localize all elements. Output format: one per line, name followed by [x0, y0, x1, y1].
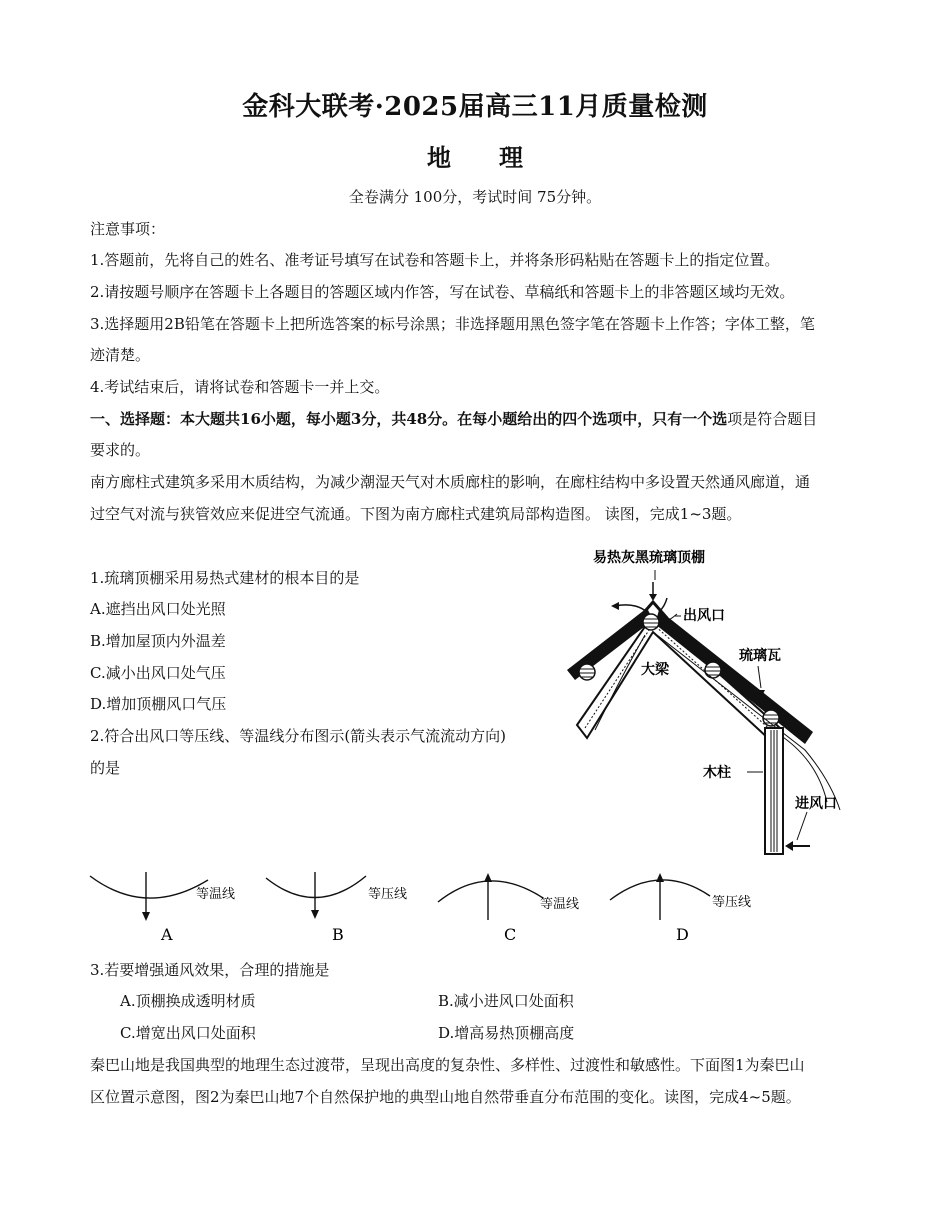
section-heading-rest: 项是符合题目 — [727, 410, 818, 428]
label-inlet: 进风口 — [795, 796, 837, 812]
q3-option-a: A.顶棚换成透明材质 — [120, 992, 256, 1010]
option-a-diagram — [90, 872, 235, 944]
q3-option-c: C.增宽出风口处面积 — [120, 1024, 256, 1042]
notice-heading: 注意事项： — [90, 220, 166, 238]
notice-item: 3.选择题用2B铅笔在答题卡上把所选答案的标号涂黑；非选择题用黑色签字笔在答题卡上作答；字体工整，笔 — [90, 315, 815, 333]
q1-option-c: C.减小出风口处气压 — [90, 664, 226, 682]
option-b-diagram — [266, 872, 407, 944]
q1-option-a: A.遮挡出风口处光照 — [90, 600, 226, 618]
passage2-line: 秦巴山地是我国典型的地理生态过渡带，呈现出高度的复杂性、多样性、过渡性和敏感性。下面图1为秦巴山 — [90, 1056, 805, 1074]
option-d-label: 等压线 — [712, 895, 752, 910]
notice-item: 1.答题前，先将自己的姓名、准考证号填写在试卷和答题卡上，并将条形码粘贴在答题卡上的指定位置。 — [90, 251, 780, 269]
inlet-arrow — [785, 841, 810, 851]
q1-option-b: B.增加屋顶内外温差 — [90, 632, 226, 650]
label-beam: 大梁 — [641, 662, 669, 678]
q1-stem: 1.琉璃顶棚采用易热式建材的根本目的是 — [90, 569, 360, 587]
q3-option-d: D.增高易热顶棚高度 — [438, 1024, 575, 1042]
section-heading-bold: 一、选择题：本大题共16小题，每小题3分，共48分。在每小题给出的四个选项中，只有一个选 — [90, 410, 728, 428]
exam-title: 金科大联考·2025届高三11月质量检测 — [242, 92, 708, 122]
option-d-letter: D — [676, 925, 689, 944]
q2-stem: 2.符合出风口等压线、等温线分布图示(箭头表示气流流动方向) — [90, 727, 507, 745]
q2-stem-line2: 的是 — [90, 759, 121, 777]
notice-item: 4.考试结束后，请将试卷和答题卡一并上交。 — [90, 378, 390, 396]
wooden-column — [765, 728, 783, 854]
building-structure-figure — [555, 540, 885, 862]
label-tile: 琉璃瓦 — [739, 648, 781, 664]
option-c-label: 等温线 — [540, 897, 580, 912]
label-canopy: 易热灰黑琉璃顶棚 — [593, 550, 705, 566]
option-c-diagram — [438, 873, 579, 944]
notice-item: 迹清楚。 — [90, 346, 151, 364]
label-outlet: 出风口 — [683, 608, 725, 624]
q3-stem: 3.若要增强通风效果，合理的措施是 — [90, 961, 330, 979]
passage2-line: 区位置示意图，图2为秦巴山地7个自然保护地的典型山地自然带垂直分布范围的变化。读图，完成4~5题。 — [90, 1088, 801, 1106]
option-d-diagram — [610, 873, 751, 944]
option-c-letter: C — [504, 925, 517, 944]
exam-subject: 地理 — [427, 143, 571, 172]
q1-option-d: D.增加顶棚风口气压 — [90, 695, 227, 713]
label-column: 木柱 — [703, 765, 731, 781]
option-a-letter: A — [161, 925, 173, 944]
section-heading-line2: 要求的。 — [90, 441, 151, 459]
passage1-line: 过空气对流与狭管效应来促进空气流通。下图为南方廊柱式建筑局部构造图。 读图，完成1~3题。 — [90, 505, 742, 523]
q3-option-b: B.减小进风口处面积 — [438, 992, 574, 1010]
curve-options-figure — [88, 866, 778, 948]
option-b-label: 等压线 — [368, 887, 408, 902]
notice-item: 2.请按题号顺序在答题卡上各题目的答题区域内作答，写在试卷、草稿纸和答题卡上的非答题区域均无效。 — [90, 283, 795, 301]
passage1-line: 南方廊柱式建筑多采用木质结构，为减少潮湿天气对木质廊柱的影响，在廊柱结构中多设置天然通风廊道，通 — [90, 473, 811, 491]
option-b-letter: B — [332, 925, 344, 944]
exam-info: 全卷满分 100分，考试时间 75分钟。 — [348, 188, 602, 206]
option-a-label: 等温线 — [196, 887, 236, 902]
section-heading — [90, 408, 817, 429]
